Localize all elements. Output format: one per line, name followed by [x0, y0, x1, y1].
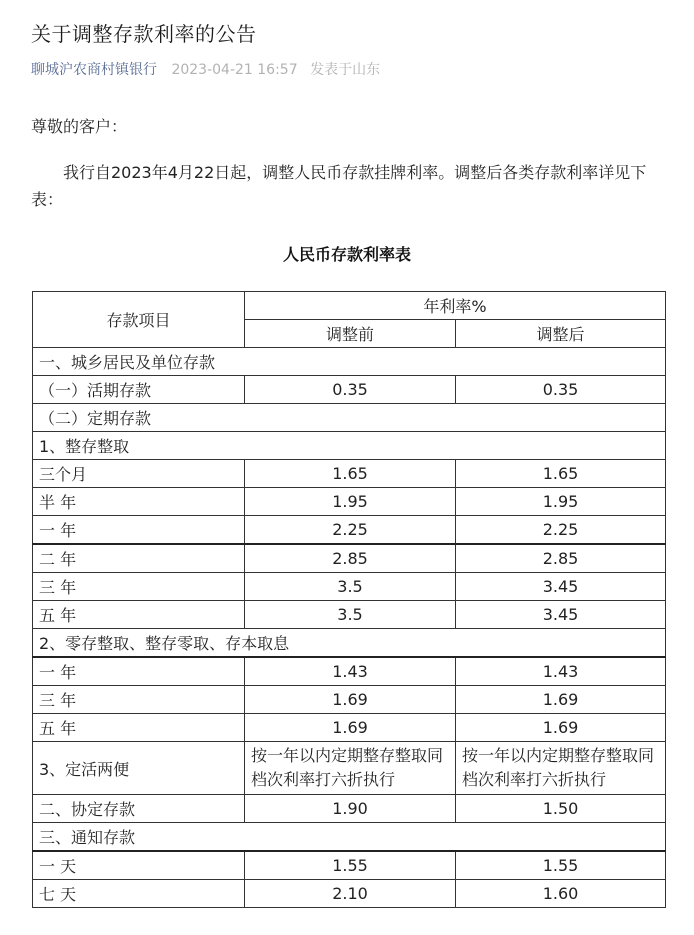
row-label: 一 年 [33, 516, 245, 545]
rate-before: 2.10 [245, 880, 456, 908]
publish-time: 2023-04-21 16:57 [171, 62, 298, 78]
row-label: 一 年 [33, 657, 245, 686]
header-after: 调整后 [456, 320, 666, 348]
table-row [33, 376, 666, 404]
table-row [33, 488, 666, 516]
section-row [33, 432, 666, 460]
author-link[interactable]: 聊城沪农商村镇银行 [31, 62, 157, 78]
row-label: 三个月 [33, 460, 245, 488]
rate-table [32, 291, 666, 908]
rate-before: 1.69 [245, 714, 456, 742]
table-row [33, 657, 666, 686]
rate-after: 1.43 [456, 657, 666, 686]
table-row [33, 851, 666, 880]
header-item: 存款项目 [33, 292, 245, 348]
greeting: 尊敬的客户： [31, 117, 128, 136]
row-label: 一 天 [33, 851, 245, 880]
row-label: （一）活期存款 [33, 376, 245, 404]
rate-after: 1.69 [456, 686, 666, 714]
row-label: 3、定活两便 [33, 742, 245, 795]
article-meta [31, 59, 380, 79]
rate-before: 2.25 [245, 516, 456, 545]
rate-after: 3.45 [456, 573, 666, 601]
rate-before: 1.43 [245, 657, 456, 686]
rate-after: 1.60 [456, 880, 666, 908]
section-label: 一、城乡居民及单位存款 [33, 348, 666, 376]
row-label: 三 年 [33, 686, 245, 714]
table-row [33, 516, 666, 545]
table-row [33, 795, 666, 823]
rate-before: 3.5 [245, 573, 456, 601]
table-row [33, 686, 666, 714]
rate-before: 1.95 [245, 488, 456, 516]
rate-before: 2.85 [245, 544, 456, 573]
header-before: 调整前 [245, 320, 456, 348]
header-row [33, 292, 666, 320]
rate-before: 1.69 [245, 686, 456, 714]
rate-before: 0.35 [245, 376, 456, 404]
section-label: 1、整存整取 [33, 432, 666, 460]
section-row [33, 348, 666, 376]
rate-after: 0.35 [456, 376, 666, 404]
article-title: 关于调整存款利率的公告 [31, 22, 257, 46]
table-row [33, 880, 666, 908]
rate-before: 1.65 [245, 460, 456, 488]
rate-after: 按一年以内定期整存整取同档次利率打六折执行 [456, 742, 666, 795]
section-label: 三、通知存款 [33, 823, 666, 852]
publish-location: 发表于山东 [310, 62, 381, 78]
row-label: 二、协定存款 [33, 795, 245, 823]
section-label: 2、零存整取、整存零取、存本取息 [33, 629, 666, 658]
section-label: （二）定期存款 [33, 404, 666, 432]
rate-before: 3.5 [245, 601, 456, 629]
rate-after: 1.69 [456, 714, 666, 742]
rate-after: 3.45 [456, 601, 666, 629]
rate-before: 按一年以内定期整存整取同档次利率打六折执行 [245, 742, 456, 795]
rate-after: 1.65 [456, 460, 666, 488]
table-row [33, 742, 666, 795]
section-row [33, 823, 666, 852]
row-label: 三 年 [33, 573, 245, 601]
row-label: 七 天 [33, 880, 245, 908]
table-row [33, 601, 666, 629]
table-row [33, 573, 666, 601]
section-row [33, 404, 666, 432]
rate-after: 1.95 [456, 488, 666, 516]
rate-after: 2.25 [456, 516, 666, 545]
rate-before: 1.90 [245, 795, 456, 823]
table-row [33, 544, 666, 573]
rate-after: 2.85 [456, 544, 666, 573]
row-label: 五 年 [33, 714, 245, 742]
header-rate: 年利率% [245, 292, 666, 320]
rate-after: 1.50 [456, 795, 666, 823]
section-row [33, 629, 666, 658]
row-label: 五 年 [33, 601, 245, 629]
row-label: 二 年 [33, 544, 245, 573]
intro-paragraph: 我行自2023年4月22日起，调整人民币存款挂牌利率。调整后各类存款利率详见下表： [31, 163, 647, 209]
table-row [33, 714, 666, 742]
rate-before: 1.55 [245, 851, 456, 880]
row-label: 半 年 [33, 488, 245, 516]
table-title: 人民币存款利率表 [282, 245, 411, 264]
rate-after: 1.55 [456, 851, 666, 880]
table-row [33, 460, 666, 488]
